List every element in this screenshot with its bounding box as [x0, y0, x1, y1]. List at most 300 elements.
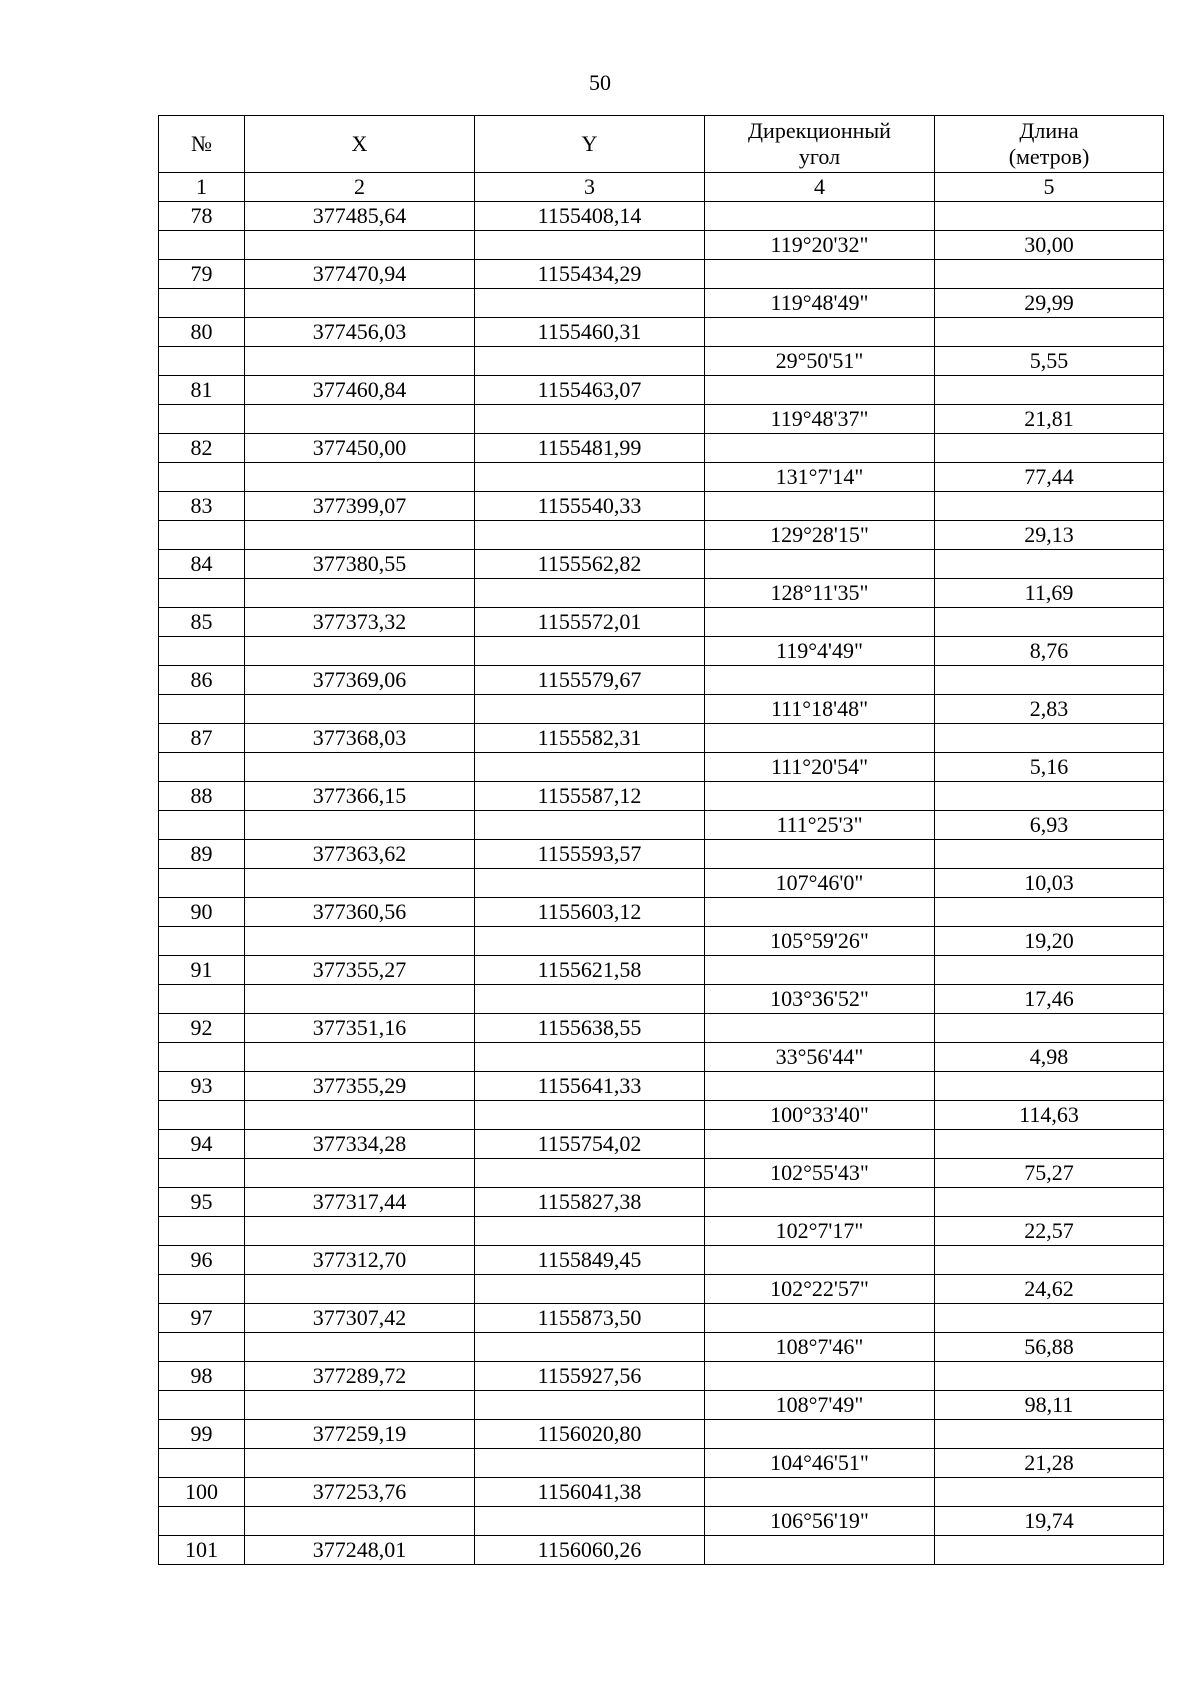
point-number-cell: 91 — [159, 956, 245, 985]
table-row — [159, 1014, 1164, 1043]
length-cell: 6,93 — [935, 811, 1164, 840]
point-number-cell — [159, 463, 245, 492]
length-cell — [935, 1478, 1164, 1507]
direction-angle-cell: 111°20'54" — [705, 753, 935, 782]
table-row — [159, 1536, 1164, 1565]
y-coordinate-cell — [475, 289, 705, 318]
x-coordinate-cell — [245, 695, 475, 724]
point-number-cell: 83 — [159, 492, 245, 521]
x-coordinate-cell: 377355,29 — [245, 1072, 475, 1101]
direction-angle-cell — [705, 666, 935, 695]
table-row — [159, 521, 1164, 550]
length-cell — [935, 1072, 1164, 1101]
point-number-cell: 87 — [159, 724, 245, 753]
direction-angle-cell — [705, 724, 935, 753]
x-coordinate-cell — [245, 811, 475, 840]
point-number-cell — [159, 985, 245, 1014]
table-row — [159, 811, 1164, 840]
table-row — [159, 1420, 1164, 1449]
column-number-row — [159, 173, 1164, 202]
table-row — [159, 695, 1164, 724]
x-coordinate-cell — [245, 1507, 475, 1536]
x-coordinate-cell — [245, 869, 475, 898]
y-coordinate-cell: 1156041,38 — [475, 1478, 705, 1507]
table-row — [159, 956, 1164, 985]
table-row — [159, 376, 1164, 405]
point-number-cell: 80 — [159, 318, 245, 347]
length-cell: 19,74 — [935, 1507, 1164, 1536]
x-coordinate-cell: 377456,03 — [245, 318, 475, 347]
y-coordinate-cell: 1156060,26 — [475, 1536, 705, 1565]
y-coordinate-cell — [475, 1159, 705, 1188]
length-cell — [935, 260, 1164, 289]
table-header — [159, 116, 1164, 202]
direction-angle-cell — [705, 202, 935, 231]
x-coordinate-cell: 377470,94 — [245, 260, 475, 289]
x-coordinate-cell: 377360,56 — [245, 898, 475, 927]
direction-angle-cell — [705, 492, 935, 521]
x-coordinate-cell — [245, 1043, 475, 1072]
length-cell — [935, 1014, 1164, 1043]
direction-angle-cell: 129°28'15" — [705, 521, 935, 550]
length-cell: 75,27 — [935, 1159, 1164, 1188]
length-cell: 5,55 — [935, 347, 1164, 376]
table-row — [159, 550, 1164, 579]
table-row — [159, 1478, 1164, 1507]
point-number-cell — [159, 869, 245, 898]
y-coordinate-cell — [475, 1507, 705, 1536]
direction-angle-cell — [705, 550, 935, 579]
length-cell — [935, 376, 1164, 405]
header-length-label: Длина (метров) — [1008, 118, 1090, 169]
table-row — [159, 1043, 1164, 1072]
y-coordinate-cell — [475, 521, 705, 550]
x-coordinate-cell: 377317,44 — [245, 1188, 475, 1217]
y-coordinate-cell — [475, 637, 705, 666]
table-row — [159, 1304, 1164, 1333]
x-coordinate-cell: 377399,07 — [245, 492, 475, 521]
direction-angle-cell — [705, 1362, 935, 1391]
table-row — [159, 1159, 1164, 1188]
table-row — [159, 898, 1164, 927]
header-point-number: № — [159, 116, 245, 173]
direction-angle-cell — [705, 1246, 935, 1275]
y-coordinate-cell — [475, 463, 705, 492]
point-number-cell: 95 — [159, 1188, 245, 1217]
x-coordinate-cell — [245, 1159, 475, 1188]
y-coordinate-cell: 1155873,50 — [475, 1304, 705, 1333]
direction-angle-cell — [705, 1536, 935, 1565]
header-y: Y — [475, 116, 705, 173]
x-coordinate-cell: 377368,03 — [245, 724, 475, 753]
x-coordinate-cell — [245, 985, 475, 1014]
direction-angle-cell: 103°36'52" — [705, 985, 935, 1014]
point-number-cell: 97 — [159, 1304, 245, 1333]
length-cell — [935, 724, 1164, 753]
point-number-cell — [159, 1275, 245, 1304]
y-coordinate-cell — [475, 753, 705, 782]
table-row — [159, 927, 1164, 956]
y-coordinate-cell: 1155579,67 — [475, 666, 705, 695]
table-row — [159, 260, 1164, 289]
x-coordinate-cell: 377307,42 — [245, 1304, 475, 1333]
y-coordinate-cell: 1156020,80 — [475, 1420, 705, 1449]
column-number-3: 3 — [475, 173, 705, 202]
table-row — [159, 1362, 1164, 1391]
y-coordinate-cell: 1155481,99 — [475, 434, 705, 463]
direction-angle-cell: 105°59'26" — [705, 927, 935, 956]
x-coordinate-cell — [245, 405, 475, 434]
length-cell: 114,63 — [935, 1101, 1164, 1130]
point-number-cell — [159, 927, 245, 956]
length-cell: 98,11 — [935, 1391, 1164, 1420]
x-coordinate-cell — [245, 927, 475, 956]
direction-angle-cell — [705, 1014, 935, 1043]
x-coordinate-cell: 377289,72 — [245, 1362, 475, 1391]
direction-angle-cell: 108°7'49" — [705, 1391, 935, 1420]
x-coordinate-cell — [245, 231, 475, 260]
point-number-cell: 82 — [159, 434, 245, 463]
table-row — [159, 1507, 1164, 1536]
y-coordinate-cell: 1155587,12 — [475, 782, 705, 811]
length-cell: 10,03 — [935, 869, 1164, 898]
length-cell: 29,13 — [935, 521, 1164, 550]
direction-angle-cell — [705, 840, 935, 869]
direction-angle-cell: 108°7'46" — [705, 1333, 935, 1362]
length-cell — [935, 434, 1164, 463]
point-number-cell: 99 — [159, 1420, 245, 1449]
y-coordinate-cell: 1155927,56 — [475, 1362, 705, 1391]
x-coordinate-cell: 377460,84 — [245, 376, 475, 405]
point-number-cell — [159, 1449, 245, 1478]
y-coordinate-cell — [475, 1101, 705, 1130]
header-length — [935, 116, 1164, 173]
y-coordinate-cell — [475, 811, 705, 840]
direction-angle-cell — [705, 1304, 935, 1333]
direction-angle-cell — [705, 260, 935, 289]
point-number-cell — [159, 1333, 245, 1362]
header-x: X — [245, 116, 475, 173]
length-cell: 29,99 — [935, 289, 1164, 318]
point-number-cell — [159, 1159, 245, 1188]
direction-angle-cell — [705, 1188, 935, 1217]
y-coordinate-cell: 1155621,58 — [475, 956, 705, 985]
point-number-cell — [159, 1217, 245, 1246]
point-number-cell: 96 — [159, 1246, 245, 1275]
table-row — [159, 1246, 1164, 1275]
direction-angle-cell — [705, 608, 935, 637]
direction-angle-cell — [705, 898, 935, 927]
x-coordinate-cell: 377450,00 — [245, 434, 475, 463]
direction-angle-cell: 131°7'14" — [705, 463, 935, 492]
y-coordinate-cell: 1155460,31 — [475, 318, 705, 347]
direction-angle-cell: 128°11'35" — [705, 579, 935, 608]
point-number-cell — [159, 753, 245, 782]
x-coordinate-cell: 377334,28 — [245, 1130, 475, 1159]
x-coordinate-cell — [245, 1101, 475, 1130]
length-cell: 56,88 — [935, 1333, 1164, 1362]
y-coordinate-cell — [475, 1043, 705, 1072]
x-coordinate-cell: 377373,32 — [245, 608, 475, 637]
column-number-2: 2 — [245, 173, 475, 202]
length-cell — [935, 840, 1164, 869]
coordinates-table — [158, 115, 1164, 1565]
y-coordinate-cell: 1155540,33 — [475, 492, 705, 521]
x-coordinate-cell: 377363,62 — [245, 840, 475, 869]
point-number-cell: 94 — [159, 1130, 245, 1159]
point-number-cell — [159, 579, 245, 608]
direction-angle-cell: 33°56'44" — [705, 1043, 935, 1072]
table-row — [159, 463, 1164, 492]
x-coordinate-cell — [245, 289, 475, 318]
y-coordinate-cell — [475, 405, 705, 434]
length-cell — [935, 1420, 1164, 1449]
point-number-cell — [159, 1391, 245, 1420]
point-number-cell: 79 — [159, 260, 245, 289]
length-cell: 5,16 — [935, 753, 1164, 782]
point-number-cell: 93 — [159, 1072, 245, 1101]
x-coordinate-cell — [245, 1275, 475, 1304]
x-coordinate-cell: 377248,01 — [245, 1536, 475, 1565]
y-coordinate-cell — [475, 695, 705, 724]
y-coordinate-cell — [475, 231, 705, 260]
y-coordinate-cell — [475, 579, 705, 608]
table-row — [159, 985, 1164, 1014]
y-coordinate-cell — [475, 1217, 705, 1246]
length-cell — [935, 202, 1164, 231]
y-coordinate-cell — [475, 1275, 705, 1304]
x-coordinate-cell — [245, 1333, 475, 1362]
table-row — [159, 347, 1164, 376]
y-coordinate-cell — [475, 1333, 705, 1362]
y-coordinate-cell — [475, 985, 705, 1014]
table-row — [159, 608, 1164, 637]
length-cell — [935, 1362, 1164, 1391]
y-coordinate-cell: 1155638,55 — [475, 1014, 705, 1043]
table-row — [159, 637, 1164, 666]
point-number-cell — [159, 405, 245, 434]
direction-angle-cell: 102°22'57" — [705, 1275, 935, 1304]
table-row — [159, 318, 1164, 347]
length-cell — [935, 1304, 1164, 1333]
y-coordinate-cell: 1155434,29 — [475, 260, 705, 289]
y-coordinate-cell — [475, 869, 705, 898]
point-number-cell — [159, 811, 245, 840]
point-number-cell: 85 — [159, 608, 245, 637]
y-coordinate-cell: 1155593,57 — [475, 840, 705, 869]
y-coordinate-cell: 1155849,45 — [475, 1246, 705, 1275]
x-coordinate-cell — [245, 347, 475, 376]
x-coordinate-cell — [245, 463, 475, 492]
length-cell: 4,98 — [935, 1043, 1164, 1072]
direction-angle-cell — [705, 782, 935, 811]
table-row — [159, 1188, 1164, 1217]
length-cell — [935, 1536, 1164, 1565]
x-coordinate-cell: 377312,70 — [245, 1246, 475, 1275]
table-body — [159, 202, 1164, 1565]
x-coordinate-cell: 377351,16 — [245, 1014, 475, 1043]
direction-angle-cell — [705, 376, 935, 405]
point-number-cell: 92 — [159, 1014, 245, 1043]
length-cell — [935, 1130, 1164, 1159]
x-coordinate-cell — [245, 753, 475, 782]
point-number-cell: 98 — [159, 1362, 245, 1391]
length-cell: 8,76 — [935, 637, 1164, 666]
point-number-cell: 81 — [159, 376, 245, 405]
x-coordinate-cell — [245, 1391, 475, 1420]
table-row — [159, 840, 1164, 869]
x-coordinate-cell — [245, 1217, 475, 1246]
point-number-cell — [159, 521, 245, 550]
direction-angle-cell — [705, 1072, 935, 1101]
x-coordinate-cell: 377259,19 — [245, 1420, 475, 1449]
length-cell: 19,20 — [935, 927, 1164, 956]
length-cell — [935, 666, 1164, 695]
direction-angle-cell: 104°46'51" — [705, 1449, 935, 1478]
direction-angle-cell: 111°18'48" — [705, 695, 935, 724]
table-row — [159, 492, 1164, 521]
table-row — [159, 289, 1164, 318]
header-direction-angle — [705, 116, 935, 173]
column-number-1: 1 — [159, 173, 245, 202]
point-number-cell: 100 — [159, 1478, 245, 1507]
table-row — [159, 1101, 1164, 1130]
y-coordinate-cell — [475, 1449, 705, 1478]
direction-angle-cell: 107°46'0" — [705, 869, 935, 898]
y-coordinate-cell: 1155603,12 — [475, 898, 705, 927]
point-number-cell — [159, 695, 245, 724]
header-row — [159, 116, 1164, 173]
direction-angle-cell: 119°48'49" — [705, 289, 935, 318]
length-cell: 77,44 — [935, 463, 1164, 492]
length-cell — [935, 608, 1164, 637]
direction-angle-cell: 102°7'17" — [705, 1217, 935, 1246]
direction-angle-cell: 100°33'40" — [705, 1101, 935, 1130]
direction-angle-cell: 119°20'32" — [705, 231, 935, 260]
x-coordinate-cell: 377485,64 — [245, 202, 475, 231]
direction-angle-cell — [705, 1478, 935, 1507]
x-coordinate-cell: 377355,27 — [245, 956, 475, 985]
point-number-cell: 84 — [159, 550, 245, 579]
table-row — [159, 1449, 1164, 1478]
y-coordinate-cell: 1155572,01 — [475, 608, 705, 637]
length-cell — [935, 318, 1164, 347]
length-cell — [935, 782, 1164, 811]
length-cell — [935, 1246, 1164, 1275]
table-row — [159, 724, 1164, 753]
point-number-cell — [159, 289, 245, 318]
length-cell: 30,00 — [935, 231, 1164, 260]
direction-angle-cell — [705, 1130, 935, 1159]
length-cell — [935, 1188, 1164, 1217]
table-row — [159, 666, 1164, 695]
table-row — [159, 869, 1164, 898]
y-coordinate-cell — [475, 1391, 705, 1420]
direction-angle-cell: 106°56'19" — [705, 1507, 935, 1536]
point-number-cell — [159, 347, 245, 376]
direction-angle-cell — [705, 434, 935, 463]
table-row — [159, 434, 1164, 463]
table-row — [159, 1275, 1164, 1304]
y-coordinate-cell: 1155582,31 — [475, 724, 705, 753]
y-coordinate-cell: 1155463,07 — [475, 376, 705, 405]
length-cell — [935, 550, 1164, 579]
direction-angle-cell — [705, 1420, 935, 1449]
direction-angle-cell: 119°48'37" — [705, 405, 935, 434]
direction-angle-cell: 29°50'51" — [705, 347, 935, 376]
point-number-cell — [159, 1043, 245, 1072]
table-row — [159, 579, 1164, 608]
y-coordinate-cell: 1155562,82 — [475, 550, 705, 579]
column-number-4: 4 — [705, 173, 935, 202]
point-number-cell: 101 — [159, 1536, 245, 1565]
y-coordinate-cell — [475, 927, 705, 956]
column-number-5: 5 — [935, 173, 1164, 202]
table-row — [159, 1072, 1164, 1101]
x-coordinate-cell — [245, 637, 475, 666]
x-coordinate-cell — [245, 521, 475, 550]
table-row — [159, 1333, 1164, 1362]
length-cell — [935, 898, 1164, 927]
length-cell: 17,46 — [935, 985, 1164, 1014]
x-coordinate-cell: 377380,55 — [245, 550, 475, 579]
x-coordinate-cell — [245, 1449, 475, 1478]
y-coordinate-cell: 1155827,38 — [475, 1188, 705, 1217]
x-coordinate-cell — [245, 579, 475, 608]
direction-angle-cell — [705, 318, 935, 347]
x-coordinate-cell: 377366,15 — [245, 782, 475, 811]
table-row — [159, 782, 1164, 811]
table-row — [159, 753, 1164, 782]
direction-angle-cell: 111°25'3" — [705, 811, 935, 840]
length-cell — [935, 956, 1164, 985]
page-number: 50 — [589, 70, 611, 95]
length-cell: 24,62 — [935, 1275, 1164, 1304]
table-row — [159, 1130, 1164, 1159]
table-row — [159, 202, 1164, 231]
length-cell: 22,57 — [935, 1217, 1164, 1246]
length-cell: 21,28 — [935, 1449, 1164, 1478]
direction-angle-cell: 102°55'43" — [705, 1159, 935, 1188]
point-number-cell — [159, 231, 245, 260]
point-number-cell — [159, 1507, 245, 1536]
length-cell: 11,69 — [935, 579, 1164, 608]
y-coordinate-cell: 1155754,02 — [475, 1130, 705, 1159]
length-cell — [935, 492, 1164, 521]
table-row — [159, 1391, 1164, 1420]
table-row — [159, 405, 1164, 434]
x-coordinate-cell: 377253,76 — [245, 1478, 475, 1507]
y-coordinate-cell: 1155408,14 — [475, 202, 705, 231]
table-row — [159, 1217, 1164, 1246]
y-coordinate-cell: 1155641,33 — [475, 1072, 705, 1101]
length-cell: 21,81 — [935, 405, 1164, 434]
header-direction-angle-label: Дирекционный угол — [748, 118, 891, 169]
x-coordinate-cell: 377369,06 — [245, 666, 475, 695]
table-row — [159, 231, 1164, 260]
point-number-cell: 89 — [159, 840, 245, 869]
point-number-cell: 78 — [159, 202, 245, 231]
point-number-cell — [159, 637, 245, 666]
direction-angle-cell — [705, 956, 935, 985]
point-number-cell: 88 — [159, 782, 245, 811]
length-cell: 2,83 — [935, 695, 1164, 724]
direction-angle-cell: 119°4'49" — [705, 637, 935, 666]
point-number-cell — [159, 1101, 245, 1130]
point-number-cell: 90 — [159, 898, 245, 927]
y-coordinate-cell — [475, 347, 705, 376]
point-number-cell: 86 — [159, 666, 245, 695]
